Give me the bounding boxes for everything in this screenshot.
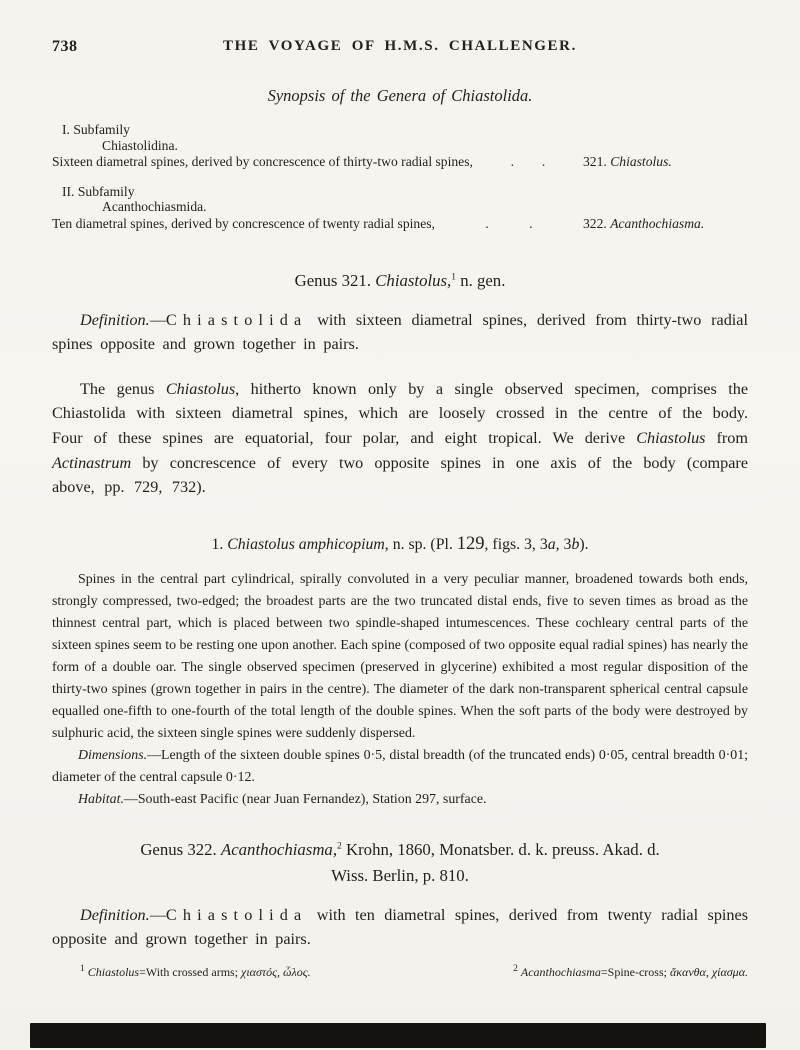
taxon-name: Actinastrum	[52, 453, 132, 472]
genus-number: 321.	[583, 154, 607, 170]
synopsis-title: Synopsis of the Genera of Chiastolida.	[267, 86, 533, 105]
species-heading	[52, 534, 748, 555]
definition-label: Definition.	[80, 310, 150, 329]
footnote-number: 1	[80, 963, 85, 974]
genus-name: Acanthochiasma.	[610, 215, 705, 231]
leader-dots	[473, 154, 583, 170]
footnote-taxon: Chiastolus	[87, 964, 140, 979]
footnote-taxon: Acanthochiasma	[520, 964, 601, 979]
scan-edge-artifact	[30, 1023, 766, 1048]
em-dash: —	[149, 310, 166, 329]
taxon-name: Chiastolus	[165, 379, 236, 398]
citation-text: Krohn, 1860, Monatsber. d. k. preuss. Akad. d.	[341, 839, 660, 859]
leader-dot: .	[485, 215, 489, 231]
footnote-1	[80, 964, 311, 980]
leader-dot: .	[529, 215, 533, 231]
dimensions-text: Length of the sixteen double spines 0·5, distal breadth (of the truncated ends) 0·05, central breadth 0·01; diameter of the central capsule 0·12.	[52, 747, 748, 785]
genus-name: Acanthochiasma,	[220, 839, 338, 859]
paragraph-text: by concrescence of every two opposite spines in one axis of the body (compare above, pp. 729, 732).	[52, 453, 748, 497]
habitat-text: South-east Pacific (near Juan Fernandez), Station 297, surface.	[137, 791, 487, 807]
page-number: 738	[52, 38, 78, 55]
synopsis-description: Sixteen diametral spines, derived by concrescence of thirty-two radial spines,	[52, 154, 473, 170]
footnote-reference: 1	[451, 271, 456, 282]
genus-321-heading	[52, 268, 748, 294]
subfamily-name: Chiastolidina.	[102, 137, 178, 153]
page-body	[52, 38, 748, 980]
genus-label: Genus 321.	[294, 270, 372, 290]
definition-text: with sixteen diametral spines, derived from thirty-two radial spines opposite and grown together in pairs.	[52, 310, 748, 354]
footnote-text: =Spine-cross;	[600, 964, 670, 979]
synopsis-entry-1	[52, 122, 748, 170]
figure-letter: b	[571, 535, 580, 553]
footnote-text: =With crossed arms;	[139, 964, 242, 979]
heading-text: , figs. 3, 3	[484, 535, 548, 553]
taxon-name: Chiastolus	[636, 428, 706, 447]
taxon-spaced: Chiastolida	[165, 310, 308, 329]
em-dash: —	[147, 747, 161, 763]
footnotes	[52, 964, 748, 980]
habitat-label: Habitat.	[78, 791, 124, 807]
citation-line-2: Wiss. Berlin, p. 810.	[331, 865, 469, 885]
paragraph-text: , hitherto known only by a single observed specimen, comprises the Chiastolida with sixteen diametral spines, which are loosely crossed in the centre of the body. Four of these spines are equatorial, four polar, and eight tropical. We derive	[52, 379, 748, 447]
heading-text: , n. sp. (Pl.	[384, 535, 457, 553]
footnote-reference: 2	[337, 841, 342, 852]
footnote-greek: ἄκανθα, χίασμα.	[669, 964, 748, 979]
genus-description-paragraph	[52, 377, 748, 500]
dimensions-paragraph	[52, 745, 748, 789]
synopsis-entry-2	[52, 184, 748, 232]
footnote-number: 2	[513, 963, 518, 974]
footnote-greek: χιαστός, ὦλος.	[241, 964, 311, 979]
synopsis-line	[52, 154, 748, 170]
heading-text: ).	[579, 535, 589, 553]
heading-text: , 3	[555, 535, 572, 553]
genus-322-heading	[52, 837, 748, 889]
definition-paragraph-321	[52, 308, 748, 357]
figure-letter: a	[547, 535, 556, 553]
definition-label: Definition.	[80, 905, 150, 924]
paragraph-text: The genus	[80, 379, 166, 398]
species-number: 1.	[211, 535, 224, 553]
genus-suffix: n. gen.	[460, 270, 506, 290]
synopsis-section	[52, 122, 748, 232]
footnote-2	[513, 964, 748, 980]
genus-number: 322.	[583, 215, 607, 231]
em-dash: —	[149, 905, 166, 924]
definition-paragraph-322	[52, 903, 748, 952]
plate-number: 129	[456, 533, 485, 554]
genus-name: Chiastolus.	[610, 154, 672, 170]
habitat-paragraph	[52, 789, 748, 811]
genus-reference	[583, 216, 748, 232]
page-header	[52, 38, 748, 58]
dimensions-label: Dimensions.	[78, 747, 148, 763]
species-description: Spines in the central part cylindrical, spirally convoluted in a very peculiar manner, broadened towards both ends, strongly compressed, two-edged; the broadest parts are the two truncated distal ends, five to seven times as broad as the thinnest central part, which is placed between two spindle-shaped intumescences. These cochleary central parts of the sixteen spines seem to be resting one upon another. Each spine (composed of two opposite equal radial spines) has nearly the form of a double oar. The single observed specimen (preserved in glycerine) exhibited a most regular disposition of the thirty-two spines (grown together in pairs in the centre). The diameter of the dark non-transparent spherical central capsule equalled one-fifth to one-fourth of the total length of the double spines. When the soft parts of the body were destroyed by sulphuric acid, the sixteen single spines were suddenly dispersed.	[52, 571, 748, 741]
paragraph-text: from	[705, 428, 748, 447]
synopsis-description: Ten diametral spines, derived by concrescence of twenty radial spines,	[52, 215, 435, 231]
genus-label: Genus 322.	[140, 839, 217, 859]
genus-reference	[583, 154, 748, 170]
subfamily-label: I. Subfamily	[62, 122, 130, 137]
genus-name: Chiastolus,	[375, 270, 452, 290]
species-name: Chiastolus amphicopium	[227, 535, 385, 553]
em-dash: —	[123, 791, 138, 807]
running-title: THE VOYAGE OF H.M.S. CHALLENGER.	[223, 38, 577, 54]
subfamily-name: Acanthochiasmida.	[102, 199, 207, 215]
taxon-spaced: Chiastolida	[165, 905, 308, 924]
leader-dots	[435, 216, 583, 232]
definition-text: with ten diametral spines, derived from twenty radial spines opposite and grown together in pairs.	[52, 905, 748, 949]
subfamily-label: II. Subfamily	[62, 183, 135, 199]
leader-dot: .	[541, 154, 546, 170]
leader-dot: .	[510, 154, 515, 170]
synopsis-line	[52, 216, 748, 232]
